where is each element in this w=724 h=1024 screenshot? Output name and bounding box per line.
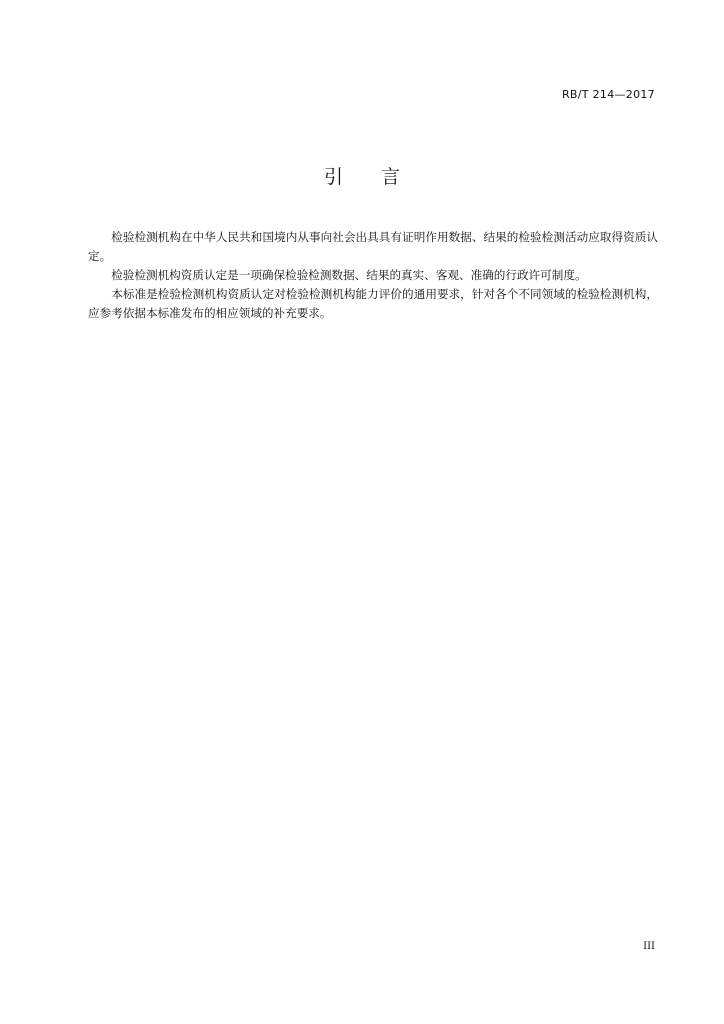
page-number: III bbox=[643, 941, 655, 952]
paragraph-2: 检验检测机构资质认定是一项确保检验检测数据、结果的真实、客观、准确的行政许可制度。 bbox=[111, 268, 587, 282]
title-char-1: 引 bbox=[323, 166, 343, 188]
introduction-body bbox=[88, 228, 658, 323]
paragraph-1: 检验检测机构在中华人民共和国境内从事向社会出具具有证明作用数据、结果的检验检测活动应取得资质认定。 bbox=[88, 230, 658, 263]
title-char-2: 言 bbox=[381, 166, 401, 188]
standard-code: RB/T 214—2017 bbox=[561, 88, 655, 101]
page-title bbox=[0, 162, 724, 189]
paragraph-3: 本标准是检验检测机构资质认定对检验检测机构能力评价的通用要求，针对各个不同领域的检验检测机构，应参考依据本标准发布的相应领域的补充要求。 bbox=[88, 287, 658, 320]
